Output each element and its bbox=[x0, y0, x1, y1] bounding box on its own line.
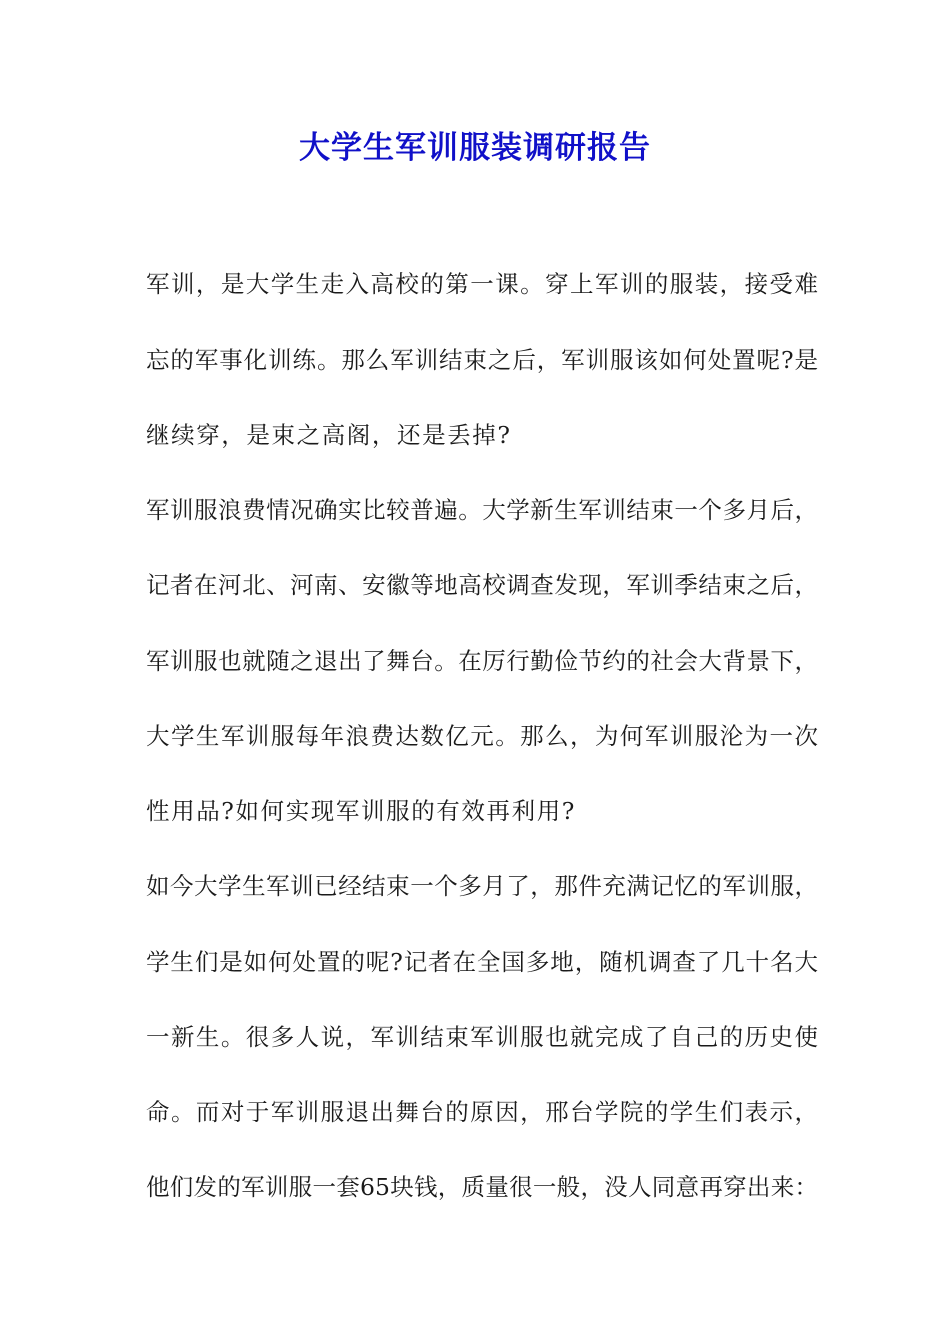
body-line-5: 记者在河北、河南、安徽等地高校调查发现，军训季结束之后， bbox=[146, 571, 818, 599]
body-line-1: 军训，是大学生走入高校的第一课。穿上军训的服装，接受难 bbox=[146, 270, 818, 298]
body-line-6: 军训服也就随之退出了舞台。在厉行勤俭节约的社会大背景下， bbox=[146, 647, 818, 675]
body-line-7: 大学生军训服每年浪费达数亿元。那么，为何军训服沦为一次 bbox=[146, 722, 818, 750]
body-line-12: 命。而对于军训服退出舞台的原因，邢台学院的学生们表示， bbox=[146, 1098, 818, 1126]
body-line-8: 性用品?如何实现军训服的有效再利用? bbox=[146, 797, 576, 825]
body-line-9: 如今大学生军训已经结束一个多月了，那件充满记忆的军训服， bbox=[146, 872, 818, 900]
body-line-11: 一新生。很多人说，军训结束军训服也就完成了自己的历史使 bbox=[146, 1023, 818, 1051]
body-line-10: 学生们是如何处置的呢?记者在全国多地，随机调查了几十名大 bbox=[146, 948, 818, 976]
body-line-2: 忘的军事化训练。那么军训结束之后，军训服该如何处置呢?是 bbox=[146, 346, 818, 374]
body-line-3: 继续穿，是束之高阁，还是丢掉? bbox=[146, 421, 512, 449]
body-line-4: 军训服浪费情况确实比较普遍。大学新生军训结束一个多月后， bbox=[146, 496, 818, 524]
body-line-13: 他们发的军训服一套65块钱，质量很一般，没人同意再穿出来： bbox=[146, 1173, 818, 1201]
document-title: 大学生军训服装调研报告 bbox=[299, 130, 651, 166]
